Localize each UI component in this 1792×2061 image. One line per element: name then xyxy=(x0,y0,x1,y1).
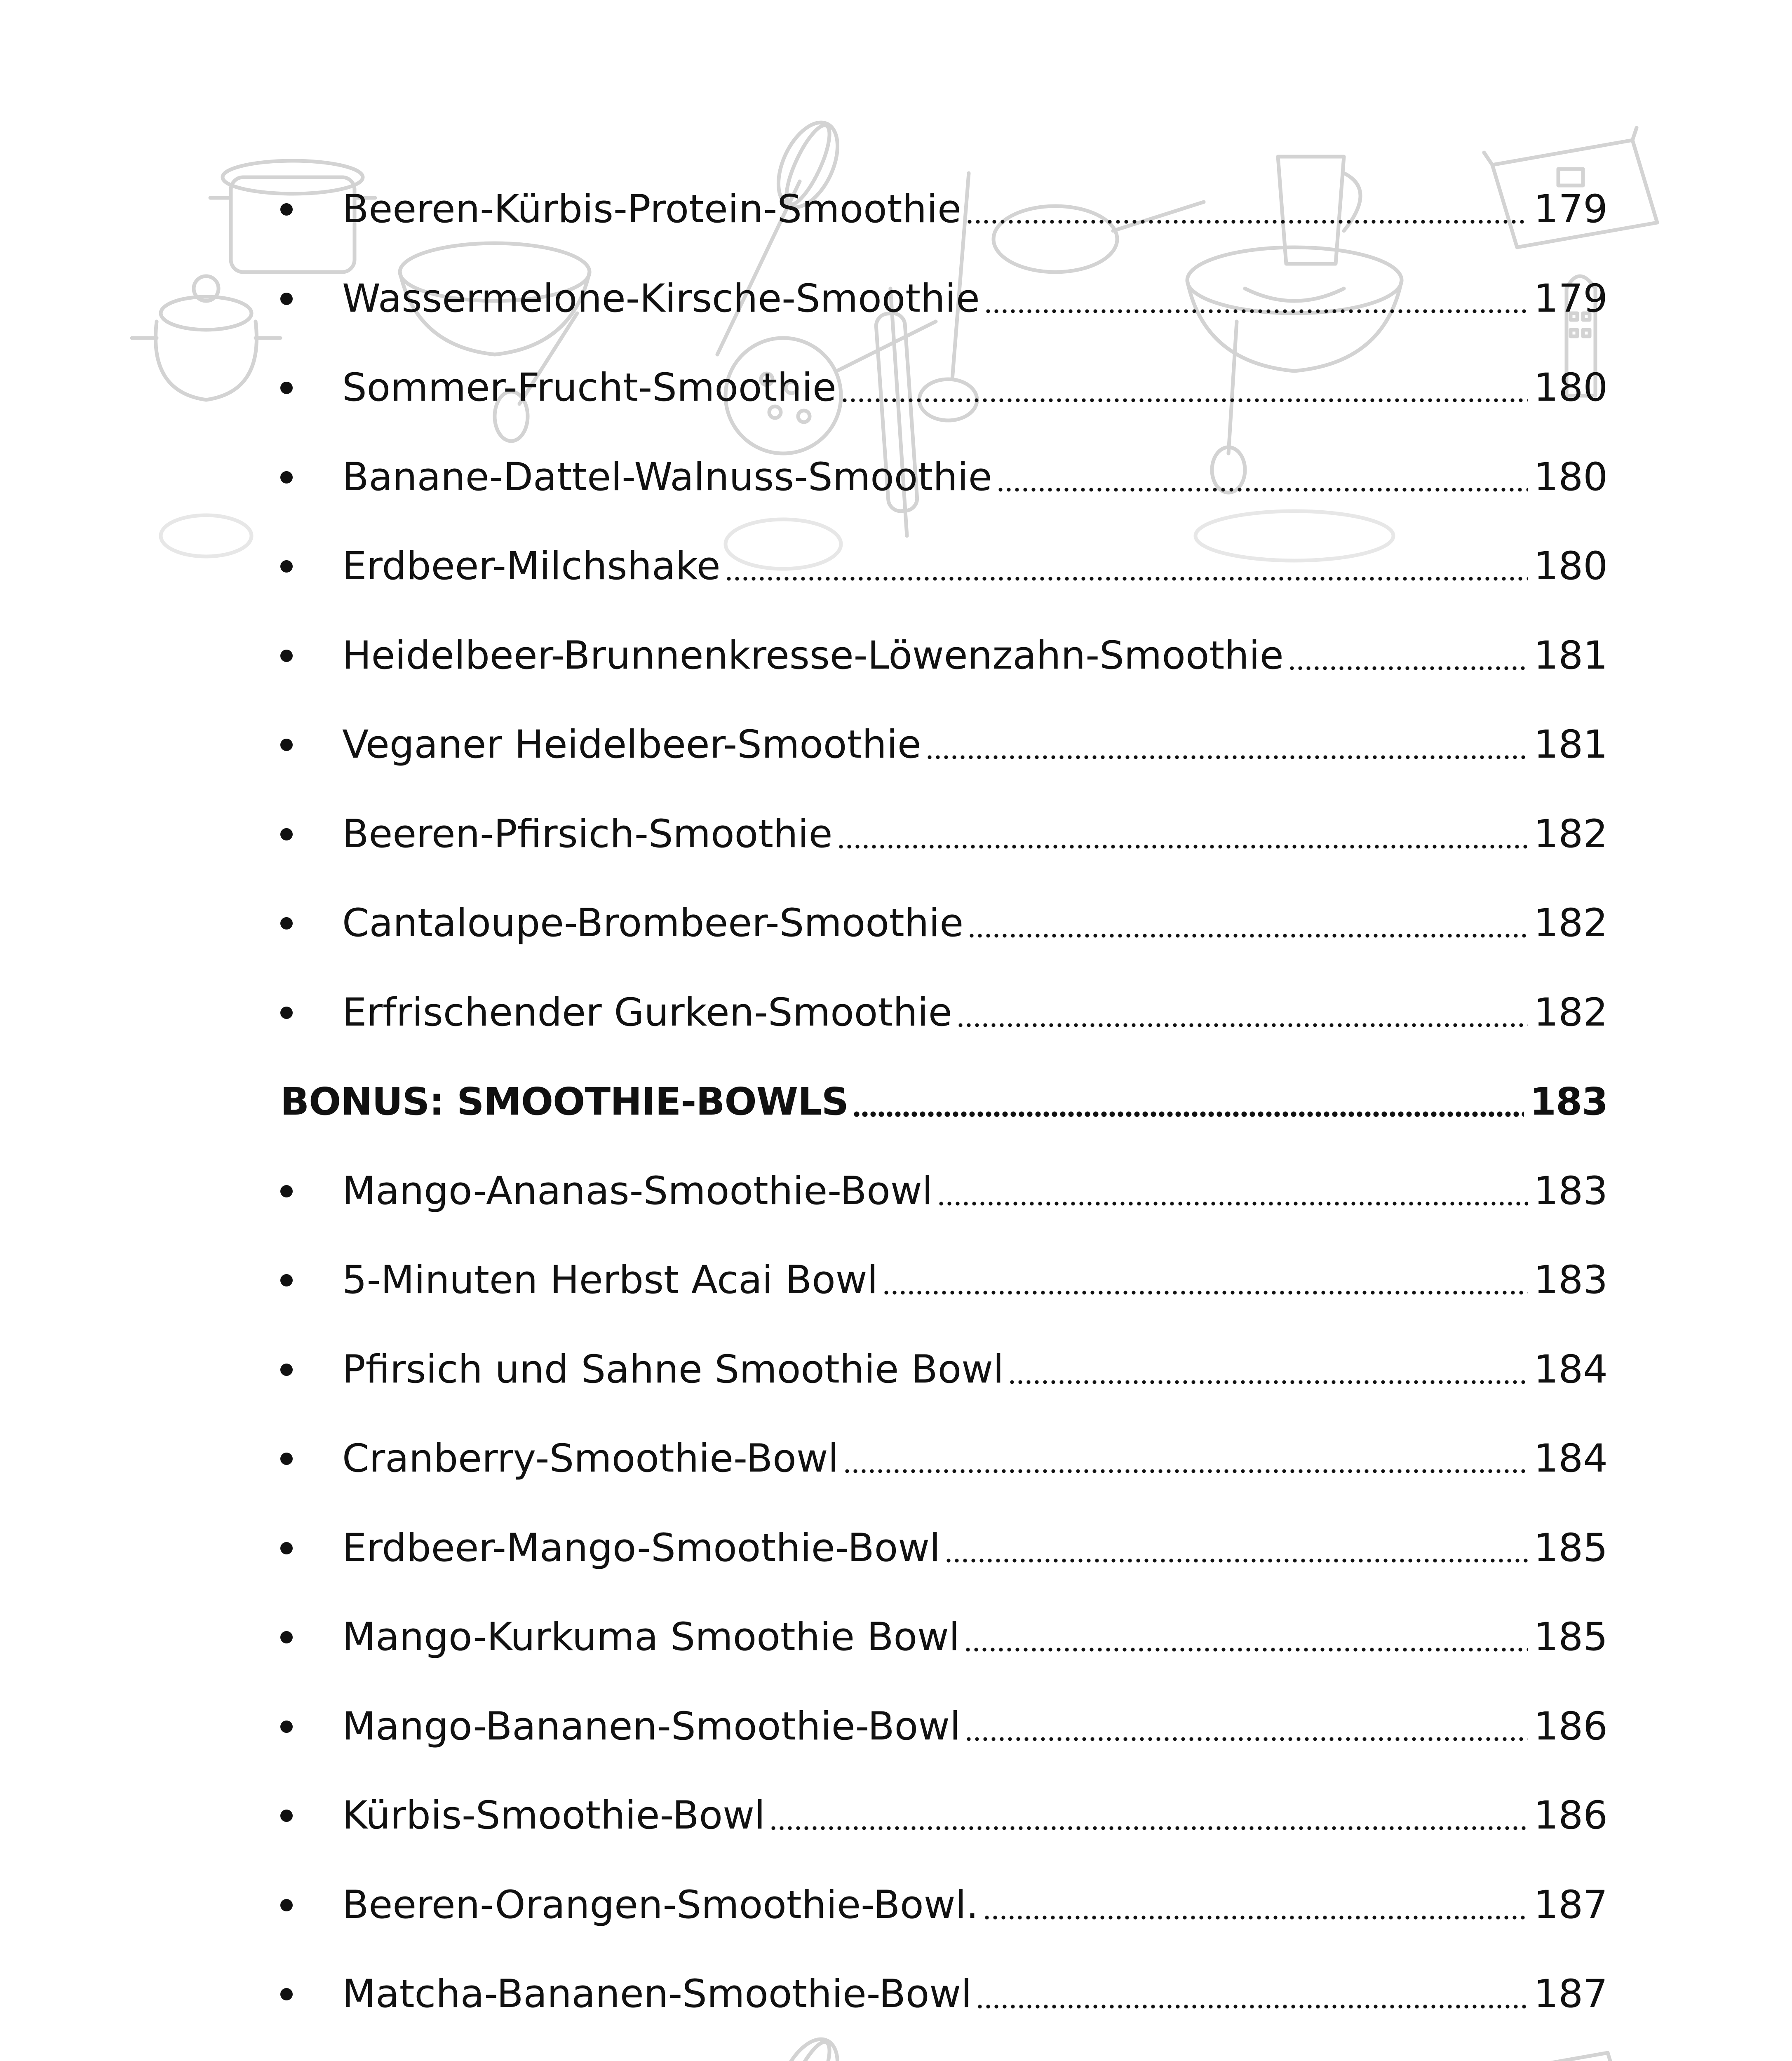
toc-entry-title: Erdbeer-Milchshake xyxy=(342,544,721,589)
bullet-icon xyxy=(280,1988,293,2000)
toc-entry[interactable] xyxy=(280,1504,1608,1593)
toc-page-number: 187 xyxy=(1534,1882,1608,1927)
dot-leader xyxy=(968,932,1528,940)
lidded-pot-icon xyxy=(132,276,280,400)
toc-page-number: 182 xyxy=(1534,901,1608,946)
toc-page-number: 183 xyxy=(1534,1258,1608,1303)
toc-page-number: 179 xyxy=(1534,187,1608,232)
toc-entry-title: Matcha-Bananen-Smoothie-Bowl xyxy=(342,1972,972,2017)
table-of-contents xyxy=(280,165,1608,2061)
dot-leader xyxy=(965,1735,1528,1743)
dot-leader xyxy=(996,486,1528,494)
toc-entry-title: Wassermelone-Kirsche-Smoothie xyxy=(342,276,980,321)
toc-entry[interactable] xyxy=(280,700,1608,790)
toc-entry[interactable] xyxy=(280,1682,1608,1772)
dot-leader xyxy=(984,307,1528,315)
toc-page-number: 184 xyxy=(1534,1347,1608,1392)
toc-page-number: 182 xyxy=(1534,990,1608,1035)
toc-page-number: 180 xyxy=(1534,544,1608,589)
toc-page-number: 180 xyxy=(1534,454,1608,500)
dot-leader xyxy=(976,2002,1528,2011)
toc-entry-line xyxy=(342,1414,1608,1504)
toc-entry[interactable] xyxy=(280,1593,1608,1682)
toc-page-number: 183 xyxy=(1534,1168,1608,1214)
toc-entry-title: 5-Minuten Herbst Acai Bowl xyxy=(342,1258,878,1303)
toc-page-number: 187 xyxy=(1534,1972,1608,2017)
dot-leader xyxy=(944,1556,1528,1565)
bullet-icon xyxy=(280,739,293,751)
toc-entry-line xyxy=(342,1504,1608,1593)
dot-leader xyxy=(841,396,1528,404)
toc-entry-line xyxy=(342,1861,1608,1950)
toc-entry-line xyxy=(342,1950,1608,2039)
toc-entry[interactable] xyxy=(280,1236,1608,1325)
bullet-icon xyxy=(280,1007,293,1019)
dot-leader xyxy=(769,1824,1528,1832)
toc-page-number: 181 xyxy=(1534,722,1608,768)
bullet-icon xyxy=(280,1631,293,1643)
bullet-icon xyxy=(280,650,293,662)
toc-entry[interactable] xyxy=(280,790,1608,879)
toc-entry-title: Beeren-Kürbis-Protein-Smoothie xyxy=(342,187,961,232)
dot-leader xyxy=(725,575,1528,583)
toc-entry-line xyxy=(342,2039,1608,2061)
toc-entry-title: Pfirsich und Sahne Smoothie Bowl xyxy=(342,1347,1004,1392)
toc-section-line xyxy=(280,1057,1608,1147)
toc-entry[interactable] xyxy=(280,343,1608,433)
toc-entry[interactable] xyxy=(280,165,1608,254)
toc-entry-line xyxy=(342,790,1608,879)
toc-entry-line xyxy=(342,968,1608,1058)
toc-entry-title: Erfrischender Gurken-Smoothie xyxy=(342,990,952,1035)
toc-page-number: 185 xyxy=(1534,1615,1608,1660)
toc-page-number: 179 xyxy=(1534,276,1608,321)
toc-entry-line xyxy=(342,522,1608,611)
toc-entry[interactable] xyxy=(280,1147,1608,1236)
toc-entry[interactable] xyxy=(280,1414,1608,1504)
toc-entry[interactable] xyxy=(280,254,1608,344)
toc-entry[interactable] xyxy=(280,1771,1608,1861)
toc-entry[interactable] xyxy=(280,879,1608,968)
toc-entry-title: Cantaloupe-Brombeer-Smoothie xyxy=(342,901,964,946)
bullet-icon xyxy=(280,1899,293,1911)
toc-entry-line xyxy=(342,700,1608,790)
bullet-icon xyxy=(280,293,293,305)
toc-entry[interactable] xyxy=(280,1861,1608,1950)
toc-entry[interactable] xyxy=(280,522,1608,611)
toc-entry-title: Cranberry-Smoothie-Bowl xyxy=(342,1436,839,1481)
toc-entry-line xyxy=(342,254,1608,344)
toc-entry-title: Mango-Ananas-Smoothie-Bowl xyxy=(342,1168,933,1214)
bullet-icon xyxy=(280,560,293,573)
bullet-icon xyxy=(280,1542,293,1554)
dot-leader xyxy=(1288,664,1528,672)
toc-page-number: 182 xyxy=(1534,811,1608,857)
toc-entry-line xyxy=(342,879,1608,968)
bullet-icon xyxy=(280,382,293,394)
toc-entry-title: Veganer Heidelbeer-Smoothie xyxy=(342,722,921,768)
toc-entry-title: Heidelbeer-Brunnenkresse-Löwenzahn-Smoothie xyxy=(342,633,1284,678)
toc-entry-line xyxy=(342,1147,1608,1236)
dot-leader xyxy=(965,218,1528,226)
toc-page-number: 184 xyxy=(1534,1436,1608,1481)
dot-leader xyxy=(956,1021,1528,1029)
bullet-icon xyxy=(280,471,293,484)
dot-leader xyxy=(983,1913,1528,1922)
toc-page-number: 180 xyxy=(1534,365,1608,411)
bullet-icon xyxy=(280,1721,293,1733)
toc-entry-title: Kürbis-Smoothie-Bowl xyxy=(342,1793,766,1838)
toc-entry[interactable] xyxy=(280,2039,1608,2061)
bullet-icon xyxy=(280,1453,293,1465)
bullet-icon xyxy=(280,917,293,930)
dot-leader xyxy=(843,1467,1528,1475)
toc-page-number: 186 xyxy=(1534,1793,1608,1838)
toc-entry-title: Sommer-Frucht-Smoothie xyxy=(342,365,836,411)
bullet-icon xyxy=(280,1274,293,1286)
toc-entry[interactable] xyxy=(280,611,1608,701)
toc-page-number: 181 xyxy=(1534,633,1608,678)
dot-leader xyxy=(1008,1378,1528,1386)
toc-entry-title: Erdbeer-Mango-Smoothie-Bowl xyxy=(342,1525,941,1570)
dot-leader xyxy=(937,1200,1528,1208)
toc-page-number: 185 xyxy=(1534,1525,1608,1570)
bullet-icon xyxy=(280,1810,293,1822)
dot-leader xyxy=(853,1110,1524,1118)
bullet-icon xyxy=(280,1185,293,1197)
toc-entry[interactable] xyxy=(280,1325,1608,1415)
bullet-icon xyxy=(280,203,293,216)
dot-leader xyxy=(964,1646,1528,1654)
toc-entry-line xyxy=(342,165,1608,254)
bullet-icon xyxy=(280,1364,293,1376)
toc-section-title: BONUS: SMOOTHIE-BOWLS xyxy=(280,1080,849,1124)
dot-leader xyxy=(925,753,1528,761)
toc-entry-title: Mango-Bananen-Smoothie-Bowl xyxy=(342,1704,961,1749)
toc-entry[interactable] xyxy=(280,1950,1608,2039)
toc-entry[interactable] xyxy=(280,968,1608,1058)
toc-entry-line xyxy=(342,1236,1608,1325)
toc-entry-line xyxy=(342,343,1608,433)
toc-page-number: 183 xyxy=(1529,1080,1608,1124)
toc-section-heading[interactable] xyxy=(280,1057,1608,1147)
toc-entry-line xyxy=(342,611,1608,701)
toc-entry-line xyxy=(342,433,1608,522)
toc-entry-line xyxy=(342,1682,1608,1772)
toc-entry-line xyxy=(342,1593,1608,1682)
dot-leader xyxy=(882,1289,1528,1297)
bullet-icon xyxy=(280,828,293,840)
toc-entry-title: Beeren-Orangen-Smoothie-Bowl. xyxy=(342,1882,979,1927)
toc-entry-title: Mango-Kurkuma Smoothie Bowl xyxy=(342,1615,960,1660)
toc-entry[interactable] xyxy=(280,433,1608,522)
toc-entry-title: Beeren-Pfirsich-Smoothie xyxy=(342,811,833,857)
dot-leader xyxy=(837,843,1528,851)
toc-page-number: 186 xyxy=(1534,1704,1608,1749)
toc-entry-title: Banane-Dattel-Walnuss-Smoothie xyxy=(342,454,992,500)
toc-entry-line xyxy=(342,1771,1608,1861)
toc-entry-line xyxy=(342,1325,1608,1415)
